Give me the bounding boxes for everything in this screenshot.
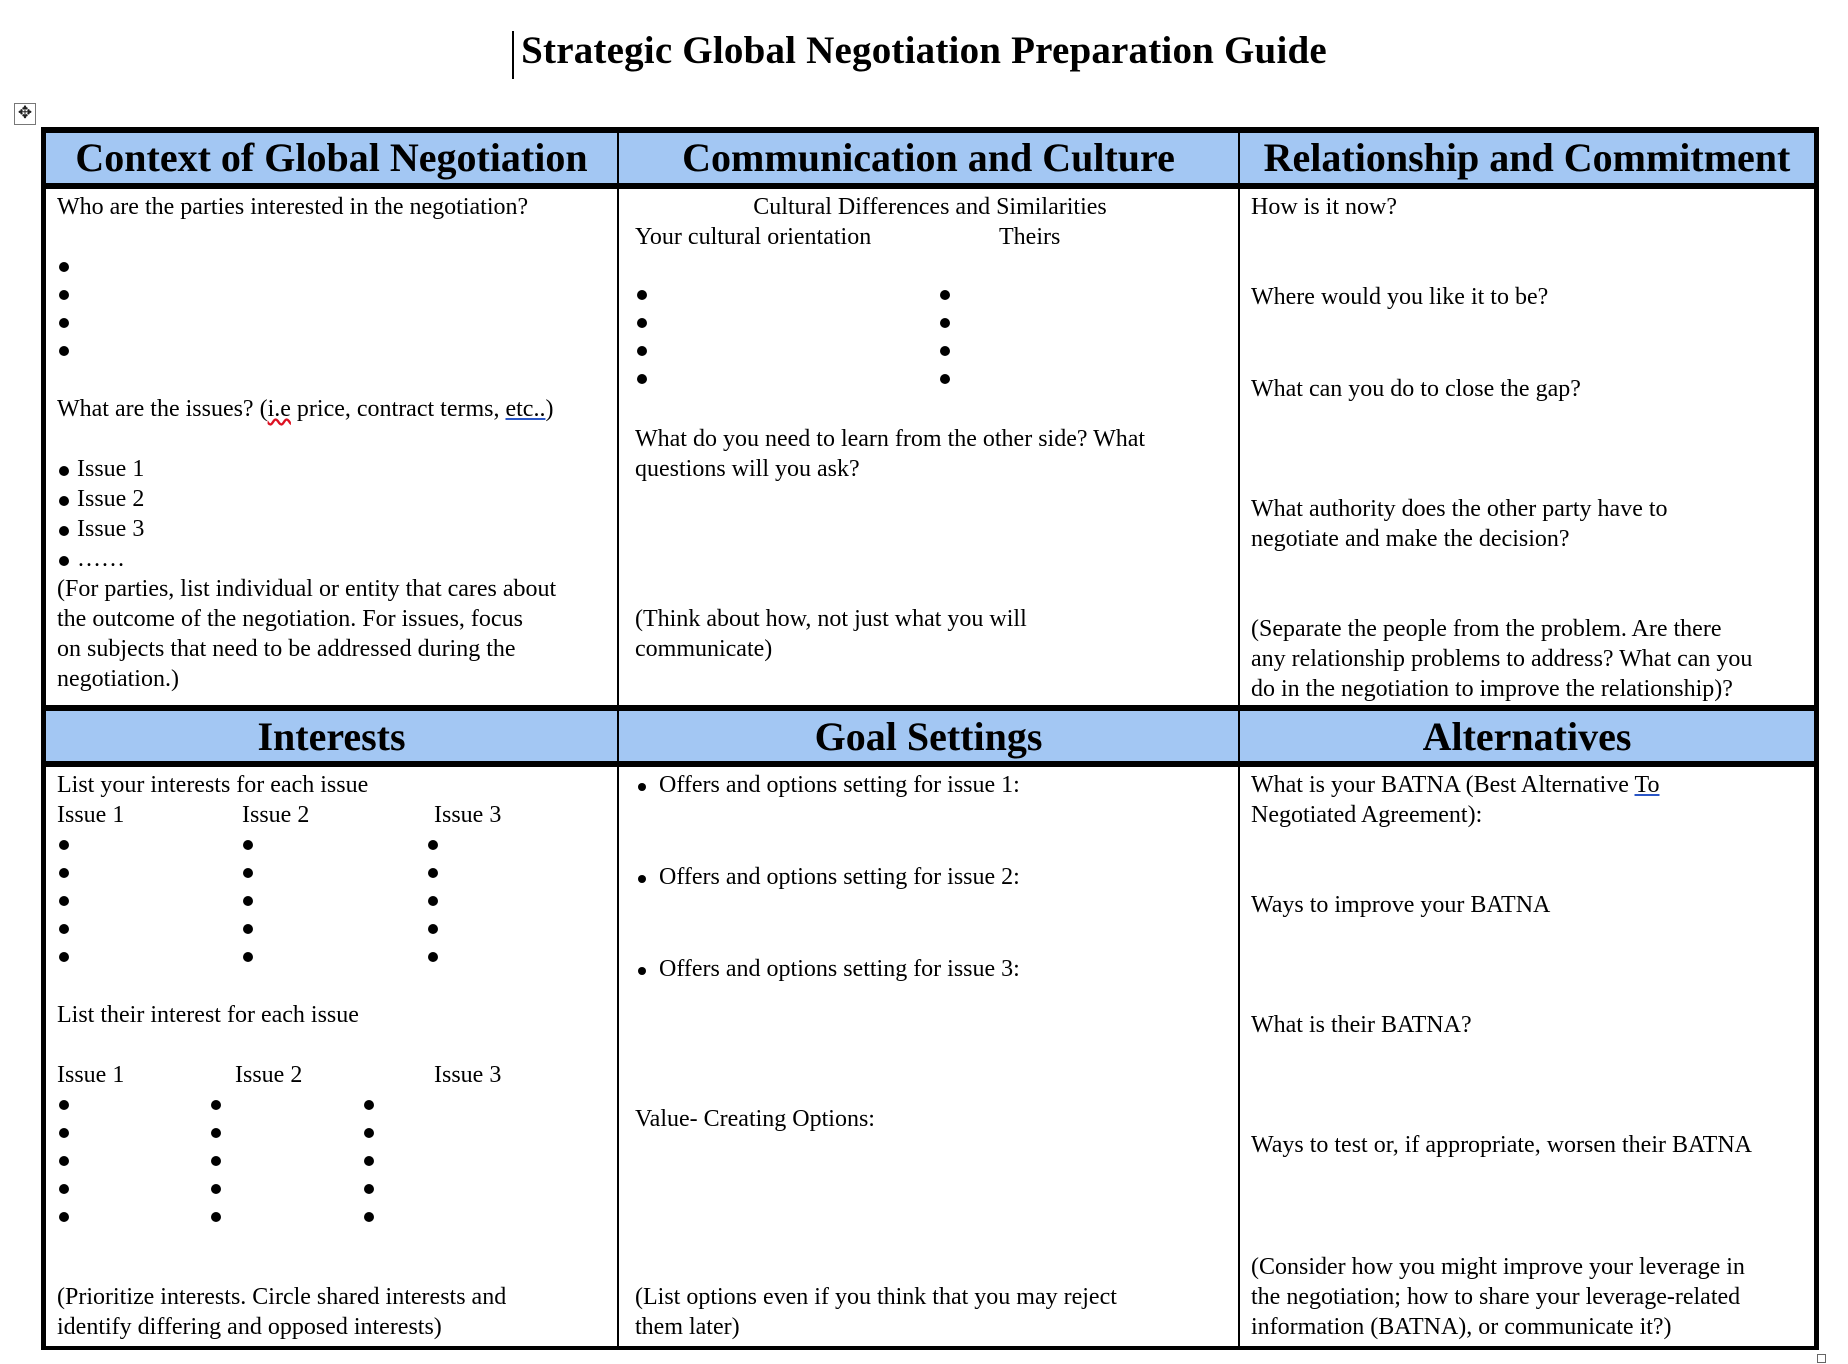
where-like-to-be: Where would you like it to be? — [1251, 284, 1549, 310]
bullet — [428, 840, 438, 850]
header-relationship: Relationship and Commitment — [1240, 133, 1814, 183]
header-interests: Interests — [46, 711, 617, 761]
header-context: Context of Global Negotiation — [46, 133, 617, 183]
column-divider — [1238, 133, 1240, 1346]
bullet — [638, 875, 646, 883]
culture-subheading: Cultural Differences and Similarities — [753, 194, 1107, 220]
header-goal-settings: Goal Settings — [619, 711, 1238, 761]
alternatives-note-line: the negotiation; how to share your leverage-related — [1251, 1284, 1741, 1310]
context-note-line: on subjects that need to be addressed during the — [57, 636, 516, 662]
bullet — [428, 896, 438, 906]
text-cursor — [512, 31, 514, 79]
their-interests-label: List their interest for each issue — [57, 1002, 359, 1028]
offer-item: Offers and options setting for issue 2: — [659, 864, 1020, 890]
value-creating-options: Value- Creating Options: — [635, 1106, 875, 1132]
alternatives-note-line: (Consider how you might improve your leverage in — [1251, 1254, 1745, 1280]
bullet — [59, 1128, 69, 1138]
your-batna-question: What is your BATNA (Best Alternative To — [1251, 772, 1660, 798]
bullet — [637, 374, 647, 384]
goals-note-line: them later) — [635, 1314, 740, 1340]
bullet — [364, 1212, 374, 1222]
your-interests-label: List your interests for each issue — [57, 772, 369, 798]
goals-note-line: (List options even if you think that you may reject — [635, 1284, 1117, 1310]
bullet — [637, 318, 647, 328]
bullet — [364, 1156, 374, 1166]
authority-question-line: What authority does the other party have to — [1251, 496, 1668, 522]
bullet — [59, 1184, 69, 1194]
interests-note-line: (Prioritize interests. Circle shared interests and — [57, 1284, 507, 1310]
bullet — [364, 1100, 374, 1110]
bullet — [59, 346, 69, 356]
communication-note-line: communicate) — [635, 636, 773, 662]
bullet — [59, 556, 69, 566]
bullet — [59, 896, 69, 906]
header-alternatives: Alternatives — [1240, 711, 1814, 761]
issue-label: Issue 3 — [434, 1062, 502, 1088]
bullet — [59, 1212, 69, 1222]
column-divider — [617, 133, 619, 1346]
issue-item: Issue 1 — [77, 456, 145, 482]
bullet — [940, 290, 950, 300]
parties-question: Who are the parties interested in the negotiation? — [57, 194, 529, 220]
bullet — [59, 466, 69, 476]
your-orientation-label: Your cultural orientation — [635, 224, 872, 250]
close-the-gap: What can you do to close the gap? — [1251, 376, 1581, 402]
bullet — [637, 290, 647, 300]
bullet — [940, 318, 950, 328]
bullet — [211, 1156, 221, 1166]
bullet — [59, 262, 69, 272]
bullet — [59, 1100, 69, 1110]
your-batna-question-cont: Negotiated Agreement): — [1251, 802, 1483, 828]
bullet — [59, 868, 69, 878]
issue-label: Issue 3 — [434, 802, 502, 828]
authority-question-line: negotiate and make the decision? — [1251, 526, 1570, 552]
issue-label: Issue 2 — [235, 1062, 303, 1088]
learn-question-line: What do you need to learn from the other side? What — [635, 426, 1146, 452]
communication-note-line: (Think about how, not just what you will — [635, 606, 1027, 632]
bullet — [59, 924, 69, 934]
issue-item: Issue 3 — [77, 516, 145, 542]
bullet — [637, 346, 647, 356]
offer-item: Offers and options setting for issue 1: — [659, 772, 1020, 798]
bullet — [428, 952, 438, 962]
bullet — [59, 290, 69, 300]
bullet — [59, 496, 69, 506]
context-note-line: the outcome of the negotiation. For issues, focus — [57, 606, 523, 632]
bullet — [211, 1212, 221, 1222]
document-title: Strategic Global Negotiation Preparation Guide — [521, 29, 1327, 72]
bullet — [243, 896, 253, 906]
issues-question: What are the issues? (i.e price, contract terms, etc..) — [57, 396, 554, 422]
test-batna: Ways to test or, if appropriate, worsen their BATNA — [1251, 1132, 1752, 1158]
table-resize-handle[interactable] — [1817, 1354, 1826, 1363]
context-note-line: negotiation.) — [57, 666, 179, 692]
their-batna-question: What is their BATNA? — [1251, 1012, 1472, 1038]
row-divider — [41, 761, 1819, 767]
bullet — [211, 1128, 221, 1138]
bullet — [243, 840, 253, 850]
header-communication: Communication and Culture — [619, 133, 1238, 183]
theirs-label: Theirs — [999, 224, 1061, 250]
alternatives-note-line: information (BATNA), or communicate it?) — [1251, 1314, 1672, 1340]
bullet — [59, 952, 69, 962]
bullet — [243, 952, 253, 962]
bullet — [59, 1156, 69, 1166]
how-is-it-now: How is it now? — [1251, 194, 1397, 220]
bullet — [428, 868, 438, 878]
improve-batna: Ways to improve your BATNA — [1251, 892, 1551, 918]
issue-label: Issue 1 — [57, 802, 125, 828]
relationship-note-line: (Separate the people from the problem. Are there — [1251, 616, 1722, 642]
bullet — [364, 1128, 374, 1138]
bullet — [364, 1184, 374, 1194]
table-move-handle-icon[interactable]: ✥ — [14, 103, 36, 125]
bullet — [243, 868, 253, 878]
bullet — [428, 924, 438, 934]
issue-label: Issue 1 — [57, 1062, 125, 1088]
issue-label: Issue 2 — [242, 802, 310, 828]
relationship-note-line: do in the negotiation to improve the relationship)? — [1251, 676, 1733, 702]
relationship-note-line: any relationship problems to address? What can you — [1251, 646, 1753, 672]
bullet — [940, 346, 950, 356]
bullet — [638, 967, 646, 975]
row-divider — [41, 183, 1819, 189]
issue-item: …… — [77, 546, 125, 572]
bullet — [59, 526, 69, 536]
context-note-line: (For parties, list individual or entity that cares about — [57, 576, 557, 602]
issue-item: Issue 2 — [77, 486, 145, 512]
interests-note-line: identify differing and opposed interests) — [57, 1314, 442, 1340]
bullet — [638, 783, 646, 791]
bullet — [211, 1184, 221, 1194]
bullet — [59, 318, 69, 328]
bullet — [211, 1100, 221, 1110]
learn-question-line: questions will you ask? — [635, 456, 860, 482]
bullet — [940, 374, 950, 384]
bullet — [243, 924, 253, 934]
bullet — [59, 840, 69, 850]
row-divider — [41, 705, 1819, 711]
offer-item: Offers and options setting for issue 3: — [659, 956, 1020, 982]
